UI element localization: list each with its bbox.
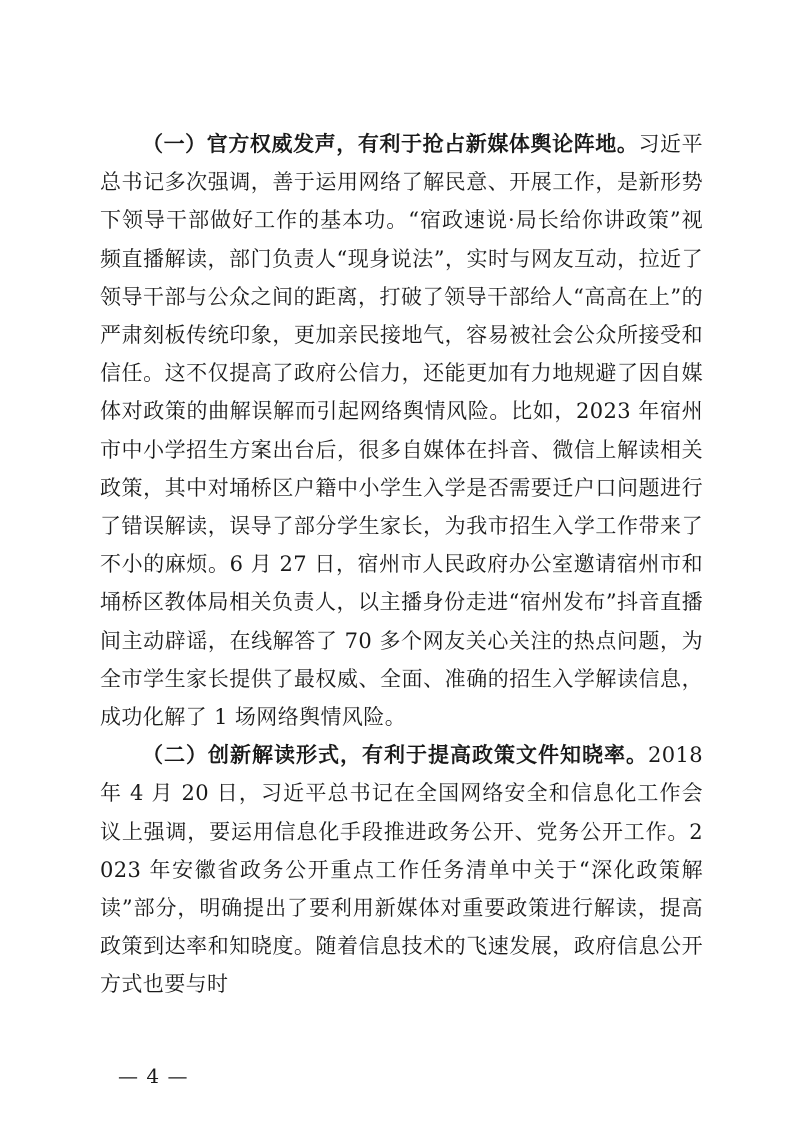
page-number: — 4 —: [118, 1064, 189, 1088]
paragraph-1: [100, 125, 703, 736]
document-page: [100, 125, 703, 1004]
paragraph-2: [100, 736, 703, 1003]
paragraph-1-body: 习近平总书记多次强调，善于运用网络了解民意、开展工作，是新形势下领导干部做好工作的基本功。“宿政速说·局长给你讲政策”视频直播解读，部门负责人“现身说法”，实时与网友互动，拉近了领导干部与公众之间的距离，打破了领导干部给人“高高在上”的严肃刻板传统印象，更加亲民接地气，容易被社会公众所接受和信任。这不仅提高了政府公信力，还能更加有力地规避了因自媒体对政策的曲解误解而引起网络舆情风险。比如，2023 年宿州市中小学招生方案出台后，很多自媒体在抖音、微信上解读相关政策，其中对埇桥区户籍中小学生入学是否需要迁户口问题进行了错误解读，误导了部分学生家长，为我市招生入学工作带来了不小的麻烦。6 月 27 日，宿州市人民政府办公室邀请宿州市和埇桥区教体局相关负责人，以主播身份走进“宿州发布”抖音直播间主动辟谣，在线解答了 70 多个网友关心关注的热点问题，为全市学生家长提供了最权威、全面、准确的招生入学解读信息，成功化解了 1 场网络舆情风险。: [100, 132, 704, 730]
paragraph-2-body: 2018 年 4 月 20 日，习近平总书记在全国网络安全和信息化工作会议上强调，要运用信息化手段推进政务公开、党务公开工作。2023 年安徽省政务公开重点工作任务清单中关于“深化政策解读”部分，明确提出了要利用新媒体对重要政策进行解读，提高政策到达率和知晓度。随着信息技术的飞速发展，政府信息公开方式也要与时: [100, 743, 703, 997]
paragraph-1-heading: （一）官方权威发声，有利于抢占新媒体舆论阵地。: [142, 131, 639, 156]
paragraph-2-heading: （二）创新解读形式，有利于提高政策文件知晓率。: [142, 742, 648, 768]
